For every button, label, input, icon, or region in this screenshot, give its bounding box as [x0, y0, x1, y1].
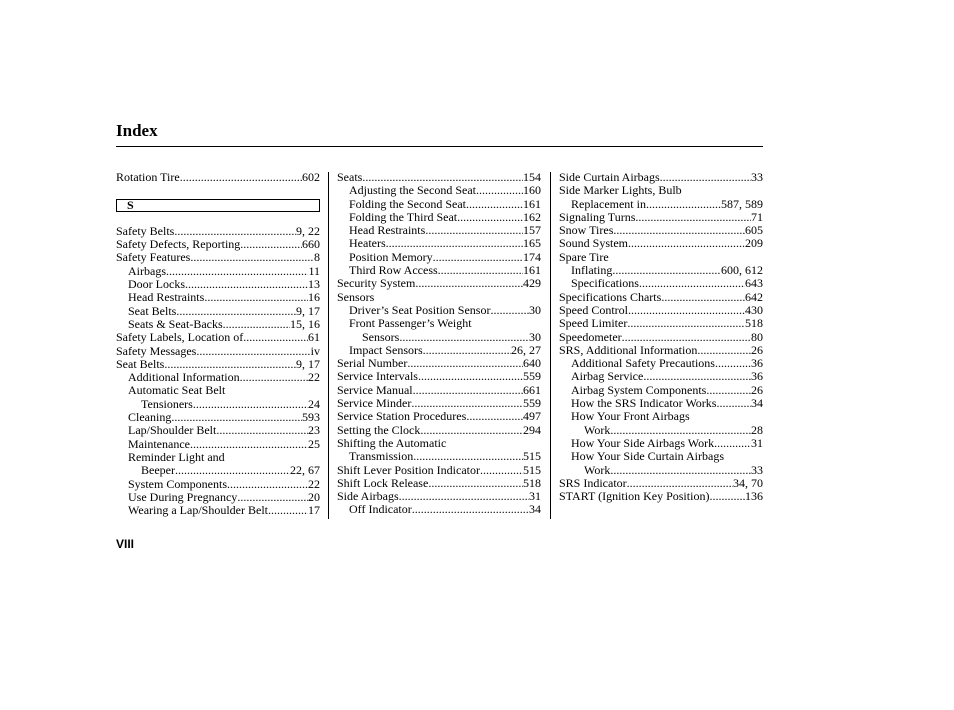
index-entry — [337, 490, 541, 503]
index-page-ref: 31 — [529, 489, 541, 504]
dot-leader — [185, 278, 308, 291]
index-term: Service Manual — [337, 382, 413, 397]
dot-leader — [196, 345, 310, 358]
index-page-ref: 161 — [523, 196, 541, 211]
dot-leader — [613, 224, 745, 237]
index-term: Speed Control — [559, 302, 628, 317]
index-entry — [116, 318, 320, 331]
index-term: Shifting the Automatic — [337, 435, 447, 450]
index-entry — [337, 211, 541, 224]
index-entry — [559, 424, 763, 437]
index-page-ref: 11 — [308, 263, 320, 278]
dot-leader — [661, 291, 745, 304]
index-entry — [559, 237, 763, 250]
index-entry — [116, 238, 320, 251]
index-term: Shift Lever Position Indicator — [337, 462, 480, 477]
index-page-ref: 24 — [308, 396, 320, 411]
index-term: Lap/Shoulder Belt — [128, 423, 217, 438]
index-entry — [337, 357, 541, 370]
index-term: Sensors — [337, 289, 375, 304]
dot-leader — [240, 371, 308, 384]
index-term: Additional Information — [128, 370, 240, 385]
index-page-ref: 661 — [523, 382, 541, 397]
index-entry — [116, 278, 320, 291]
dot-leader — [706, 384, 751, 397]
index-page-ref: 30 — [529, 302, 541, 317]
index-entry — [337, 198, 541, 211]
index-page-ref: 518 — [745, 316, 763, 331]
index-page-ref: 15, 16 — [290, 316, 320, 331]
index-term: Use During Pregnancy — [128, 489, 238, 504]
page-title: Index — [116, 121, 158, 140]
index-page-ref: 26, 27 — [511, 342, 541, 357]
index-page-ref: 13 — [308, 277, 320, 292]
index-entry — [559, 277, 763, 290]
index-entry — [337, 277, 541, 290]
index-page-ref: 33 — [751, 462, 763, 477]
index-term: Beeper — [141, 463, 175, 478]
index-page-ref: 71 — [751, 209, 763, 224]
index-page-ref: 587, 589 — [721, 196, 763, 211]
section-letter-header: S — [116, 199, 320, 212]
index-term: Rotation Tire — [116, 170, 180, 184]
index-term: Service Minder — [337, 396, 412, 411]
index-entry — [337, 464, 541, 477]
index-page-ref: 559 — [523, 369, 541, 384]
index-term: Side Marker Lights, Bulb — [559, 183, 682, 198]
column-divider — [550, 172, 551, 519]
dot-leader — [423, 344, 511, 357]
index-term: SRS, Additional Information — [559, 342, 698, 357]
dot-leader — [433, 251, 523, 264]
dot-leader — [190, 438, 308, 451]
index-term: Sound System — [559, 236, 629, 251]
index-term: System Components — [128, 476, 228, 491]
index-term: Safety Features — [116, 250, 191, 265]
index-page-ref: iv — [310, 343, 320, 358]
index-entry — [559, 291, 763, 304]
index-heading — [116, 451, 320, 464]
index-entry — [337, 331, 541, 344]
index-term: Replacement in — [571, 196, 646, 211]
index-entry — [337, 251, 541, 264]
dot-leader — [240, 238, 302, 251]
dot-leader — [627, 477, 733, 490]
index-page-ref: 157 — [523, 223, 541, 238]
index-entry — [337, 410, 541, 423]
dot-leader — [415, 277, 523, 290]
index-heading — [337, 437, 541, 450]
index-page-ref: 160 — [523, 183, 541, 198]
index-page-ref: 518 — [523, 475, 541, 490]
index-term: Specifications — [571, 276, 639, 291]
dot-leader — [457, 211, 523, 224]
index-page-ref: 36 — [751, 369, 763, 384]
index-page-ref: 8 — [314, 250, 320, 265]
index-term: Specifications Charts — [559, 289, 662, 304]
index-entry — [559, 384, 763, 397]
index-entry — [337, 384, 541, 397]
index-entry — [116, 225, 320, 238]
dot-leader — [243, 331, 308, 344]
dot-leader — [480, 464, 523, 477]
index-column-3 — [559, 171, 763, 503]
index-entry — [337, 171, 541, 184]
index-page-ref: 602 — [302, 170, 320, 184]
index-page-ref: 294 — [523, 422, 541, 437]
index-term: Cleaning — [128, 410, 172, 425]
index-term: Sensors — [362, 329, 400, 344]
dot-leader — [190, 251, 314, 264]
index-term: Seats — [337, 170, 363, 184]
dot-leader — [639, 277, 745, 290]
index-term: Service Station Procedures — [337, 409, 467, 424]
index-page-ref: 61 — [308, 330, 320, 345]
index-page-ref: 642 — [745, 289, 763, 304]
index-page-ref: 165 — [523, 236, 541, 251]
index-column-1 — [116, 171, 320, 517]
dot-leader — [412, 503, 529, 516]
dot-leader — [237, 491, 308, 504]
index-term: Snow Tires — [559, 223, 614, 238]
index-entry — [559, 490, 763, 503]
index-term: Seat Belts — [116, 356, 165, 371]
index-term: Work — [584, 422, 611, 437]
dot-leader — [643, 370, 751, 383]
index-page-ref: 30 — [529, 329, 541, 344]
dot-leader — [622, 331, 751, 344]
index-page-ref: 643 — [745, 276, 763, 291]
dot-leader — [227, 478, 308, 491]
index-page-ref: 429 — [523, 276, 541, 291]
index-entry — [116, 371, 320, 384]
index-heading — [559, 251, 763, 264]
index-page-ref: 28 — [751, 422, 763, 437]
dot-leader — [697, 344, 751, 357]
index-page-ref: 25 — [308, 436, 320, 451]
index-term: How the SRS Indicator Works — [571, 396, 717, 411]
index-entry — [337, 224, 541, 237]
dot-leader — [428, 477, 523, 490]
dot-leader — [438, 264, 523, 277]
dot-leader — [204, 291, 308, 304]
dot-leader — [362, 171, 523, 184]
dot-leader — [174, 225, 296, 238]
index-term: Security System — [337, 276, 416, 291]
index-heading — [559, 450, 763, 463]
index-term: Maintenance — [128, 436, 190, 451]
index-term: Speedometer — [559, 329, 622, 344]
index-page-ref: 20 — [308, 489, 320, 504]
dot-leader — [164, 358, 296, 371]
index-page-ref: 23 — [308, 423, 320, 438]
index-page-ref: 660 — [302, 237, 320, 252]
index-term: Work — [584, 462, 611, 477]
dot-leader — [627, 317, 745, 330]
index-term: Automatic Seat Belt — [128, 383, 226, 398]
index-page-ref: 26 — [751, 382, 763, 397]
index-entry — [116, 504, 320, 517]
index-page-ref: 9, 17 — [296, 303, 320, 318]
index-term: How Your Front Airbags — [571, 409, 690, 424]
dot-leader — [660, 171, 751, 184]
index-page-ref: 162 — [523, 209, 541, 224]
dot-leader — [715, 357, 751, 370]
index-entry — [337, 370, 541, 383]
index-entry — [559, 344, 763, 357]
index-heading — [337, 317, 541, 330]
index-entry — [116, 291, 320, 304]
index-term: SRS Indicator — [559, 475, 627, 490]
index-entry — [559, 437, 763, 450]
index-entry — [116, 265, 320, 278]
dot-leader — [399, 490, 529, 503]
dot-leader — [612, 264, 721, 277]
index-term: Position Memory — [349, 249, 433, 264]
index-entry — [559, 304, 763, 317]
index-term: Safety Defects, Reporting — [116, 237, 241, 252]
index-page-ref: 33 — [751, 170, 763, 184]
dot-leader — [610, 464, 751, 477]
dot-leader — [466, 410, 523, 423]
dot-leader — [216, 424, 308, 437]
index-heading — [116, 384, 320, 397]
index-page-ref: 605 — [745, 223, 763, 238]
dot-leader — [646, 198, 721, 211]
index-page-ref: 17 — [308, 503, 320, 518]
index-entry — [116, 331, 320, 344]
index-entry — [116, 438, 320, 451]
spacer — [116, 212, 320, 225]
index-entry — [116, 464, 320, 477]
index-term: Door Locks — [128, 277, 185, 292]
dot-leader — [176, 305, 296, 318]
index-term: Head Restraints — [128, 290, 205, 305]
index-term: Setting the Clock — [337, 422, 421, 437]
index-term: Adjusting the Second Seat — [349, 183, 476, 198]
dot-leader — [413, 384, 523, 397]
index-term: Side Curtain Airbags — [559, 170, 660, 184]
index-page-ref: 497 — [523, 409, 541, 424]
index-heading — [337, 291, 541, 304]
dot-leader — [418, 370, 523, 383]
dot-leader — [610, 424, 751, 437]
index-page-ref: 34 — [751, 396, 763, 411]
index-term: Shift Lock Release — [337, 475, 429, 490]
index-term: Airbag Service — [571, 369, 644, 384]
index-entry — [337, 424, 541, 437]
index-page-ref: 640 — [523, 356, 541, 371]
index-entry — [559, 317, 763, 330]
index-entry — [337, 184, 541, 197]
index-page-ref: 22 — [308, 476, 320, 491]
index-entry — [116, 478, 320, 491]
index-term: How Your Side Airbags Work — [571, 435, 715, 450]
index-entry — [116, 358, 320, 371]
index-entry — [116, 411, 320, 424]
index-entry — [559, 211, 763, 224]
index-term: Serial Number — [337, 356, 408, 371]
index-term: Seats & Seat-Backs — [128, 316, 223, 331]
index-term: Off Indicator — [349, 502, 412, 517]
index-entry — [559, 264, 763, 277]
index-entry — [559, 171, 763, 184]
column-divider — [328, 172, 329, 519]
dot-leader — [466, 198, 523, 211]
index-entry — [337, 450, 541, 463]
index-page-ref: 34, 70 — [733, 475, 763, 490]
index-term: How Your Side Curtain Airbags — [571, 449, 725, 464]
index-page-ref: 22, 67 — [290, 463, 320, 478]
index-entry — [559, 477, 763, 490]
page-number: VIII — [116, 537, 135, 551]
index-term: START (Ignition Key Position) — [559, 489, 710, 504]
dot-leader — [171, 411, 302, 424]
dot-leader — [268, 504, 308, 517]
index-term: Transmission — [349, 449, 414, 464]
spacer — [116, 184, 320, 197]
dot-leader — [411, 397, 523, 410]
index-entry — [337, 397, 541, 410]
dot-leader — [413, 450, 523, 463]
index-page-ref: 600, 612 — [721, 263, 763, 278]
index-page-ref: 80 — [751, 329, 763, 344]
title-rule — [116, 146, 763, 147]
index-entry — [337, 264, 541, 277]
index-entry — [116, 251, 320, 264]
dot-leader — [180, 171, 302, 184]
index-term: Signaling Turns — [559, 209, 636, 224]
dot-leader — [628, 237, 745, 250]
index-term: Folding the Third Seat — [349, 209, 458, 224]
dot-leader — [628, 304, 745, 317]
dot-leader — [420, 424, 523, 437]
index-page-ref: 26 — [751, 342, 763, 357]
index-entry — [559, 464, 763, 477]
index-page-ref: 136 — [745, 489, 763, 504]
index-term: Wearing a Lap/Shoulder Belt — [128, 503, 268, 518]
dot-leader — [490, 304, 529, 317]
index-term: Airbag System Components — [571, 382, 707, 397]
index-page-ref: 16 — [308, 290, 320, 305]
index-term: Impact Sensors — [349, 342, 423, 357]
index-page-ref: 430 — [745, 302, 763, 317]
index-entry — [559, 331, 763, 344]
index-entry — [116, 491, 320, 504]
index-entry — [337, 237, 541, 250]
index-term: Folding the Second Seat — [349, 196, 466, 211]
index-entry — [559, 357, 763, 370]
index-term: Seat Belts — [128, 303, 177, 318]
index-entry — [116, 398, 320, 411]
index-entry — [116, 424, 320, 437]
index-page-ref: 593 — [302, 410, 320, 425]
index-page-ref: 22 — [308, 370, 320, 385]
index-entry — [337, 304, 541, 317]
index-page-ref: 34 — [529, 502, 541, 517]
index-term: Inflating — [571, 263, 613, 278]
dot-leader — [407, 357, 523, 370]
index-page-ref: 9, 17 — [296, 356, 320, 371]
index-page-ref: 515 — [523, 449, 541, 464]
index-term: Safety Labels, Location of — [116, 330, 244, 345]
index-entry — [559, 198, 763, 211]
index-term: Spare Tire — [559, 249, 609, 264]
dot-leader — [709, 490, 745, 503]
index-column-2 — [337, 171, 541, 517]
index-entry — [337, 344, 541, 357]
dot-leader — [193, 398, 308, 411]
index-term: Front Passenger’s Weight — [349, 316, 472, 331]
index-entry — [116, 171, 320, 184]
index-page-ref: 36 — [751, 356, 763, 371]
dot-leader — [635, 211, 751, 224]
dot-leader — [175, 464, 290, 477]
index-term: Safety Belts — [116, 223, 175, 238]
index-term: Safety Messages — [116, 343, 197, 358]
index-term: Additional Safety Precautions — [571, 356, 715, 371]
dot-leader — [223, 318, 290, 331]
index-entry — [337, 477, 541, 490]
dot-leader — [386, 237, 523, 250]
index-entry — [116, 305, 320, 318]
index-entry — [559, 370, 763, 383]
index-term: Speed Limiter — [559, 316, 628, 331]
index-term: Side Airbags — [337, 489, 399, 504]
index-entry — [337, 503, 541, 516]
index-heading — [559, 410, 763, 423]
index-page-ref: 209 — [745, 236, 763, 251]
index-page-ref: 9, 22 — [296, 223, 320, 238]
index-page-ref: 154 — [523, 170, 541, 184]
index-term: Reminder Light and — [128, 449, 225, 464]
index-page-ref: 515 — [523, 462, 541, 477]
dot-leader — [476, 184, 523, 197]
index-page-ref: 161 — [523, 263, 541, 278]
index-term: Head Restraints — [349, 223, 426, 238]
index-entry — [559, 224, 763, 237]
index-term: Third Row Access — [349, 263, 438, 278]
index-entry — [116, 345, 320, 358]
index-term: Service Intervals — [337, 369, 418, 384]
index-entry — [559, 397, 763, 410]
index-term: Airbags — [128, 263, 166, 278]
dot-leader — [714, 437, 751, 450]
dot-leader — [716, 397, 751, 410]
index-page-ref: 559 — [523, 396, 541, 411]
index-term: Driver’s Seat Position Sensor — [349, 302, 491, 317]
dot-leader — [425, 224, 523, 237]
index-term: Heaters — [349, 236, 386, 251]
dot-leader — [399, 331, 529, 344]
index-heading — [559, 184, 763, 197]
index-page-ref: 174 — [523, 249, 541, 264]
index-term: Tensioners — [141, 396, 193, 411]
dot-leader — [166, 265, 308, 278]
index-page-ref: 31 — [751, 435, 763, 450]
